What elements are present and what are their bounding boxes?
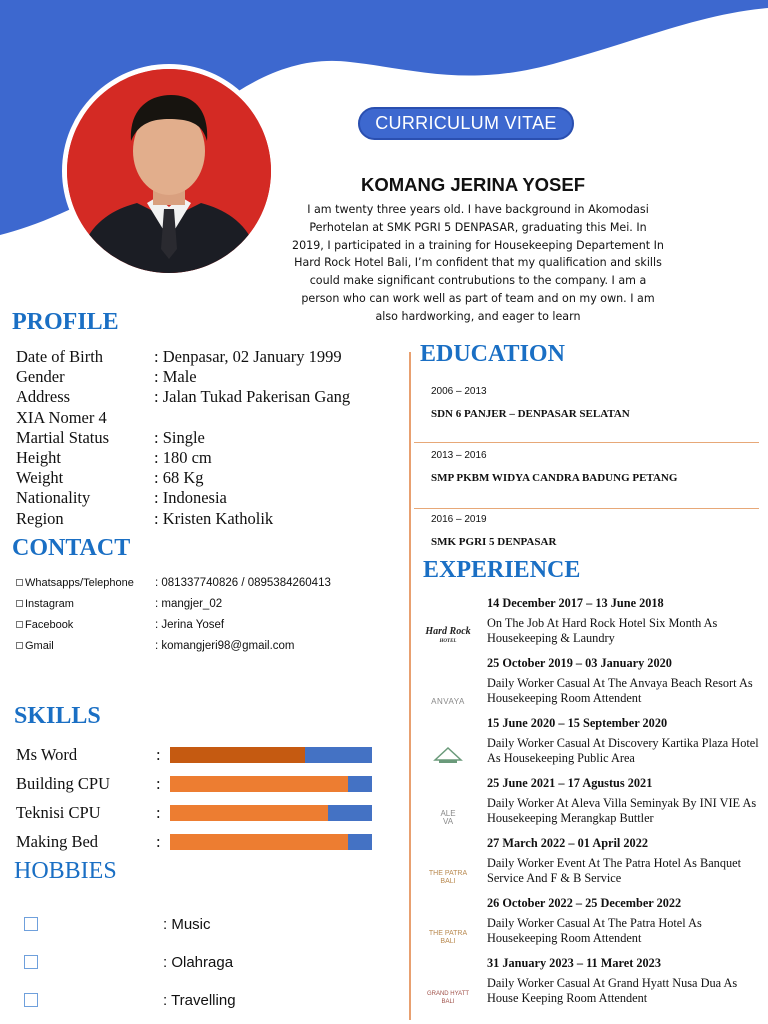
hard-rock-logo-sub: HOTEL bbox=[439, 639, 457, 644]
skill-bar bbox=[170, 776, 372, 792]
contact-label: Gmail bbox=[25, 639, 54, 652]
skills-heading: SKILLS bbox=[14, 703, 101, 729]
skill-label: Ms Word bbox=[16, 744, 78, 764]
contact-label: Instagram bbox=[25, 597, 74, 610]
experience-heading: EXPERIENCE bbox=[423, 557, 581, 583]
experience-date: 25 June 2021 – 17 Agustus 2021 bbox=[487, 776, 653, 790]
hotel-logo bbox=[420, 894, 476, 954]
skill-colon: : bbox=[156, 802, 161, 822]
skill-row bbox=[16, 798, 376, 827]
experience-date: 25 October 2019 – 03 January 2020 bbox=[487, 656, 672, 670]
hyatt-logo-text: GRAND HYATT bbox=[426, 991, 470, 997]
skill-bar-fill bbox=[170, 747, 305, 763]
profile-table bbox=[16, 347, 386, 529]
discovery-logo-icon bbox=[431, 744, 465, 766]
profile-row bbox=[16, 509, 386, 529]
skill-row bbox=[16, 740, 376, 769]
profile-photo bbox=[62, 64, 276, 278]
skill-label: Teknisi CPU bbox=[16, 802, 101, 822]
experience-desc: Daily Worker Casual At The Anvaya Beach Resort As Housekeeping Room Attendent bbox=[487, 676, 753, 706]
experience-item bbox=[420, 654, 765, 714]
profile-label: Gender bbox=[16, 367, 65, 387]
education-item bbox=[431, 450, 751, 484]
experience-item bbox=[420, 594, 765, 654]
profile-label: Date of Birth bbox=[16, 347, 104, 366]
checkbox-icon bbox=[24, 917, 38, 931]
skill-bar-fill bbox=[170, 776, 348, 792]
profile-row bbox=[16, 468, 386, 488]
profile-heading: PROFILE bbox=[12, 309, 119, 335]
education-school: SDN 6 PANJER – DENPASAR SELATAN bbox=[431, 408, 630, 420]
experience-item bbox=[420, 894, 765, 954]
education-school: SMK PGRI 5 DENPASAR bbox=[431, 536, 557, 548]
hobby-text: : Olahraga bbox=[163, 953, 234, 971]
profile-value: XIA Nomer 4 bbox=[16, 407, 107, 427]
experience-item bbox=[420, 774, 765, 834]
hobby-row bbox=[24, 981, 324, 1019]
experience-date: 26 October 2022 – 25 December 2022 bbox=[487, 896, 682, 910]
checkbox-icon bbox=[24, 955, 38, 969]
skill-label: Building CPU bbox=[16, 773, 110, 793]
hobbies-list bbox=[24, 905, 324, 1019]
patra-logo-sub: BALI bbox=[440, 878, 456, 885]
checkbox-icon bbox=[24, 993, 38, 1007]
contact-value: : komangjeri98@gmail.com bbox=[155, 639, 295, 652]
candidate-name: KOMANG JERINA YOSEF bbox=[360, 174, 586, 195]
experience-date: 14 December 2017 – 13 June 2018 bbox=[487, 596, 664, 610]
profile-row bbox=[16, 488, 386, 508]
checkbox-icon bbox=[16, 621, 23, 628]
profile-value: : Male bbox=[154, 367, 197, 387]
hobby-text: : Music bbox=[163, 915, 211, 933]
profile-value: : Denpasar, 02 January 1999 bbox=[154, 347, 342, 366]
profile-row bbox=[16, 367, 386, 387]
patra-logo-sub: BALI bbox=[440, 938, 456, 945]
skill-row bbox=[16, 827, 376, 856]
skill-bar-fill bbox=[170, 805, 328, 821]
profile-row bbox=[16, 448, 386, 468]
contact-row bbox=[16, 614, 396, 635]
profile-label: Height bbox=[16, 448, 61, 468]
skill-colon: : bbox=[156, 744, 161, 764]
experience-desc: Daily Worker Casual At Discovery Kartika Plaza Hotel As Housekeeping Public Area bbox=[487, 736, 759, 766]
contact-value: : mangjer_02 bbox=[155, 597, 223, 610]
hyatt-logo-sub: BALI bbox=[441, 999, 455, 1005]
hotel-logo bbox=[420, 954, 476, 1014]
profile-label: Martial Status bbox=[16, 427, 110, 447]
hotel-logo bbox=[420, 654, 476, 714]
contact-row bbox=[16, 572, 396, 593]
portrait-image bbox=[67, 69, 271, 273]
skill-label: Making Bed bbox=[16, 831, 99, 851]
experience-item bbox=[420, 834, 765, 894]
experience-desc: Daily Worker Event At The Patra Hotel As Banquet Service And F & B Service bbox=[487, 856, 742, 886]
skill-bar-fill bbox=[170, 834, 348, 850]
section-divider bbox=[414, 442, 759, 443]
experience-desc: On The Job At Hard Rock Hotel Six Month As Housekeeping & Laundry bbox=[487, 616, 718, 646]
education-heading: EDUCATION bbox=[420, 341, 565, 367]
profile-label: Nationality bbox=[16, 488, 91, 508]
contact-row bbox=[16, 635, 396, 656]
contact-value: : 081337740826 / 0895384260413 bbox=[155, 576, 331, 589]
contact-label: Whatsapps/Telephone bbox=[25, 576, 134, 589]
education-item bbox=[431, 514, 751, 548]
contact-label: Facebook bbox=[25, 618, 74, 631]
experience-list bbox=[420, 594, 765, 1014]
aleva-logo-text: ALE VA bbox=[440, 809, 456, 826]
education-item bbox=[431, 386, 751, 420]
anvaya-logo-text: ANVAYA bbox=[431, 697, 465, 706]
hard-rock-logo-text: Hard Rock bbox=[425, 626, 471, 637]
experience-desc: Daily Worker At Aleva Villa Seminyak By INI VIE As Housekeeping Merangkap Buttler bbox=[487, 796, 757, 826]
experience-date: 15 June 2020 – 15 September 2020 bbox=[487, 716, 668, 730]
patra-logo-text: THE PATRA bbox=[428, 870, 468, 877]
contact-list bbox=[16, 572, 396, 656]
profile-value: : Kristen Katholik bbox=[154, 508, 274, 528]
column-divider bbox=[409, 352, 411, 1020]
hobby-row bbox=[24, 905, 324, 943]
checkbox-icon bbox=[16, 579, 23, 586]
hobbies-heading: HOBBIES bbox=[14, 858, 117, 884]
profile-value: : 180 cm bbox=[154, 448, 212, 468]
profile-value: : Indonesia bbox=[154, 488, 227, 508]
profile-value: : Jalan Tukad Pakerisan Gang bbox=[154, 387, 351, 407]
experience-item bbox=[420, 714, 765, 774]
hotel-logo bbox=[420, 834, 476, 894]
contact-row bbox=[16, 593, 396, 614]
profile-label: Weight bbox=[16, 468, 64, 488]
skill-colon: : bbox=[156, 831, 161, 851]
hotel-logo bbox=[420, 714, 476, 774]
education-years: 2013 – 2016 bbox=[431, 450, 487, 461]
contact-heading: CONTACT bbox=[12, 535, 131, 561]
profile-row bbox=[16, 387, 386, 407]
experience-date: 27 March 2022 – 01 April 2022 bbox=[487, 836, 648, 850]
checkbox-icon bbox=[16, 642, 23, 649]
skill-bar bbox=[170, 805, 372, 821]
hobby-row bbox=[24, 943, 324, 981]
profile-row bbox=[16, 428, 386, 448]
profile-label: Address bbox=[16, 387, 71, 407]
profile-row bbox=[16, 408, 386, 428]
hotel-logo bbox=[420, 774, 476, 834]
experience-date: 31 January 2023 – 11 Maret 2023 bbox=[487, 956, 661, 970]
education-school: SMP PKBM WIDYA CANDRA BADUNG PETANG bbox=[431, 472, 678, 484]
experience-item bbox=[420, 954, 765, 1014]
profile-label: Region bbox=[16, 508, 64, 528]
skill-bar bbox=[170, 747, 372, 763]
section-divider bbox=[414, 508, 759, 509]
cv-title-badge: CURRICULUM VITAE bbox=[358, 107, 574, 140]
checkbox-icon bbox=[16, 600, 23, 607]
skill-colon: : bbox=[156, 773, 161, 793]
contact-value: : Jerina Yosef bbox=[155, 618, 225, 631]
hotel-logo bbox=[420, 594, 476, 654]
skills-list bbox=[16, 740, 376, 856]
patra-logo-text: THE PATRA bbox=[428, 930, 468, 937]
profile-value: : Single bbox=[154, 427, 205, 447]
education-years: 2006 – 2013 bbox=[431, 386, 487, 397]
education-years: 2016 – 2019 bbox=[431, 514, 487, 525]
skill-bar bbox=[170, 834, 372, 850]
experience-desc: Daily Worker Casual At Grand Hyatt Nusa Dua As House Keeping Room Attendent bbox=[487, 976, 738, 1006]
profile-value: : 68 Kg bbox=[154, 468, 204, 488]
hobby-text: : Travelling bbox=[163, 991, 236, 1009]
experience-desc: Daily Worker Casual At The Patra Hotel As Housekeeping Room Attendent bbox=[487, 916, 702, 946]
profile-row bbox=[16, 347, 386, 367]
intro-paragraph: I am twenty three years old. I have background in Akomodasi Perhotelan at SMK PGRI 5 DENPASAR, graduating this Mei. In 2019, I participated in a training for Housekeeping Departement In Hard Rock Hotel Bali, I’m confident that my qualification and skills could make significant contrubutions to the company. I am a person who can work well as part of team and on my own. I am also hardworking, and eager to learn bbox=[292, 203, 664, 323]
skill-row bbox=[16, 769, 376, 798]
